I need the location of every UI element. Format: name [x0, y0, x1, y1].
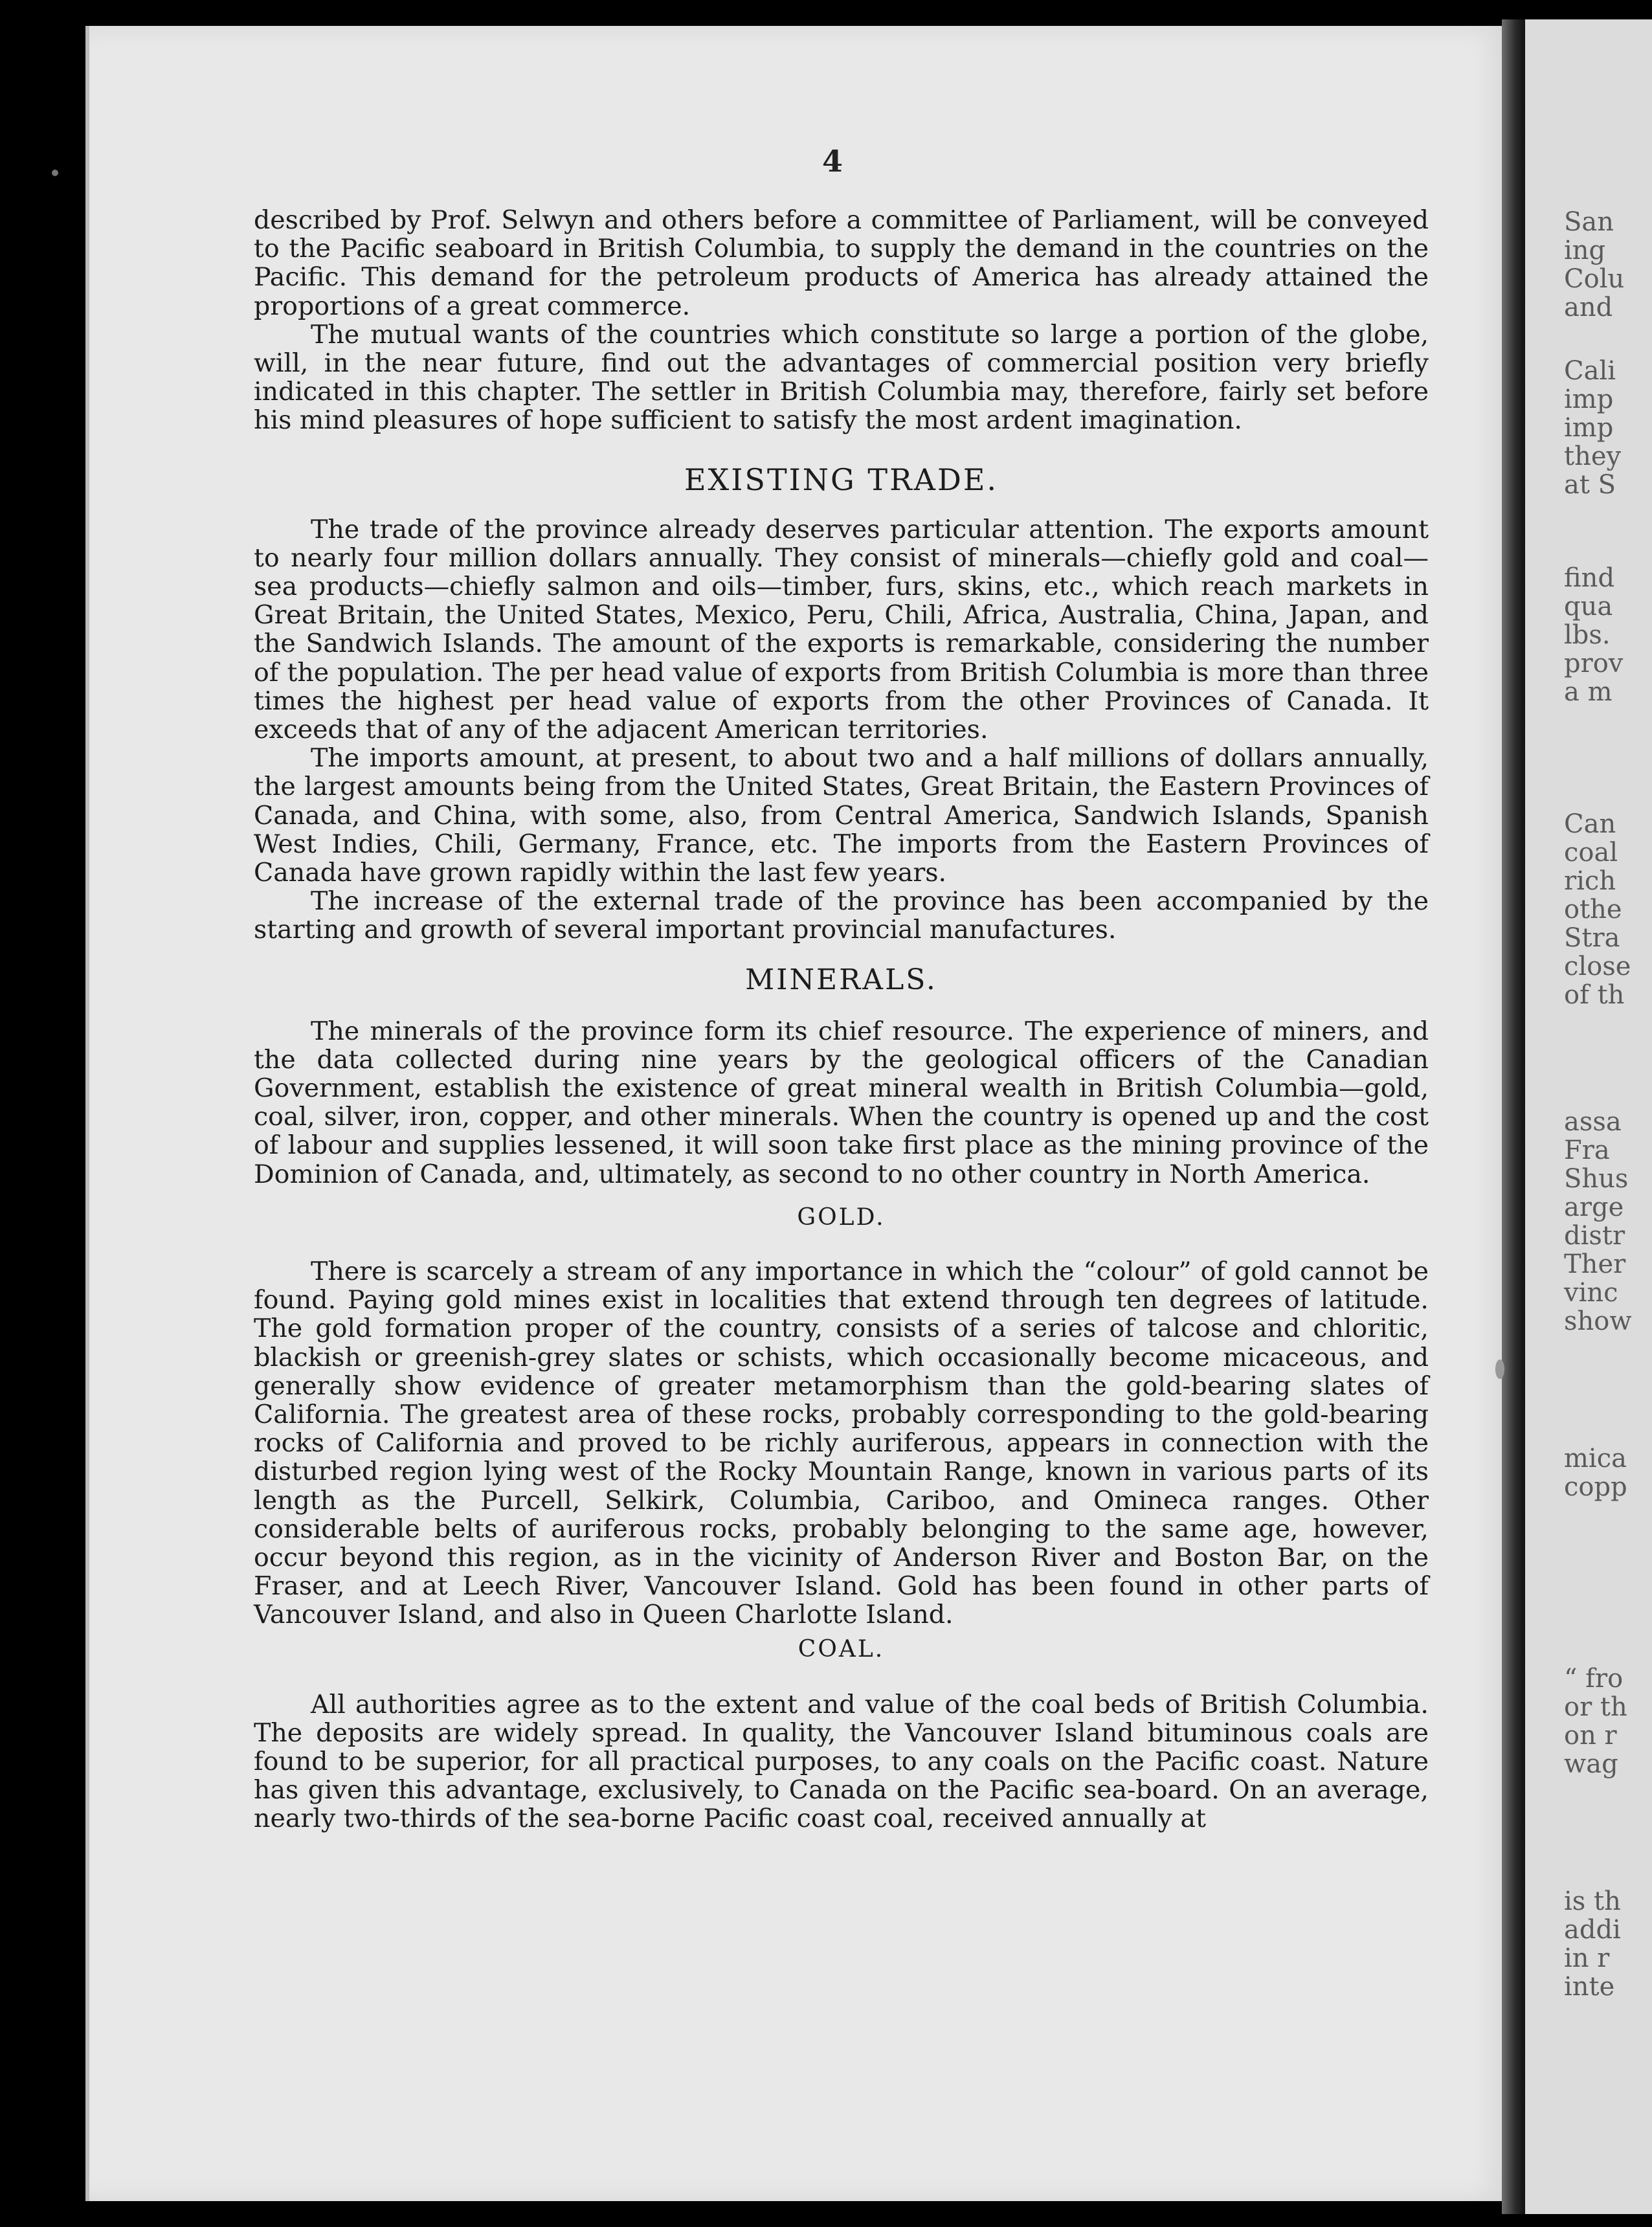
adjacent-fragment: rich	[1564, 866, 1616, 896]
adjacent-fragment: arge	[1564, 1192, 1624, 1222]
adjacent-fragment: Cali	[1564, 356, 1616, 386]
adjacent-fragment: qua	[1564, 592, 1613, 621]
adjacent-fragment: prov	[1564, 649, 1624, 678]
adjacent-fragment: ing	[1564, 236, 1606, 265]
adjacent-fragment: coal	[1564, 838, 1618, 867]
adjacent-fragment: distr	[1564, 1221, 1625, 1251]
section-heading-minerals: MINERALS.	[745, 963, 937, 996]
trade-paragraph: The trade of the province already deserves particular attention. The exports amount to nearly four million dollars annually. They consist of minerals—chiefly gold and coal—sea products—chiefly salmon and oils—timber, furs, skins, etc., which reach markets in Great Britain, the United States, Mexico, Peru, Chili, Africa, Australia, China, Japan, and the Sandwich Islands. The amount of the exports is remarkable, considering the number of the population. The per head value of exports from British Columbia is more than three times the highest per head value of exports from the other Provinces of Canada. It exceeds that of any of the adjacent American territories.	[254, 514, 1429, 745]
adjacent-fragment: Colu	[1564, 264, 1625, 294]
adjacent-fragment: is th	[1564, 1886, 1621, 1916]
adjacent-fragment: copp	[1564, 1472, 1627, 1502]
scan-speck	[1495, 1360, 1504, 1379]
adjacent-fragment: at S	[1564, 470, 1616, 500]
adjacent-fragment: show	[1564, 1306, 1632, 1336]
page-number: 4	[822, 144, 843, 179]
book-gutter-shadow	[1502, 19, 1525, 2214]
adjacent-fragment: a m	[1564, 677, 1613, 707]
adjacent-page-edge	[1525, 19, 1652, 2214]
adjacent-fragment: lbs.	[1564, 620, 1611, 650]
trade-paragraph: The increase of the external trade of the province has been accompanied by the starting and growth of several important provincial manufactures.	[254, 886, 1429, 945]
adjacent-fragment: San	[1564, 207, 1614, 237]
adjacent-fragment: imp	[1564, 385, 1614, 414]
body-text	[254, 206, 1429, 1833]
adjacent-fragment: Shus	[1564, 1164, 1629, 1194]
adjacent-fragment: mica	[1564, 1444, 1627, 1473]
adjacent-fragment: close	[1564, 952, 1631, 981]
adjacent-fragment: Ther	[1564, 1249, 1626, 1279]
adjacent-fragment: of th	[1564, 980, 1625, 1010]
adjacent-fragment: assa	[1564, 1107, 1622, 1137]
section-heading-gold: GOLD.	[797, 1203, 886, 1231]
section-heading-existing-trade: EXISTING TRADE.	[684, 462, 999, 497]
section-heading-coal: COAL.	[798, 1635, 885, 1662]
adjacent-fragment: Can	[1564, 809, 1616, 839]
adjacent-fragment: they	[1564, 442, 1622, 471]
scan-speck	[52, 170, 58, 176]
adjacent-fragment: addi	[1564, 1915, 1621, 1945]
adjacent-fragment: in r	[1564, 1943, 1610, 1973]
adjacent-fragment: othe	[1564, 895, 1622, 924]
adjacent-fragment: Fra	[1564, 1136, 1610, 1165]
adjacent-fragment: wag	[1564, 1749, 1618, 1779]
trade-paragraph: The imports amount, at present, to about two and a half millions of dollars annually, the largest amounts being from the United States, Great Britain, the Eastern Provinces of Canada, and China, with some, also, from Central America, Sandwich Islands, Spanish West Indies, Chili, Germany, France, etc. The imports from the Eastern Provinces of Canada have grown rapidly within the last few years.	[254, 743, 1429, 888]
minerals-paragraph: The minerals of the province form its chief resource. The experience of miners, and the data collected during nine years by the geological officers of the Canadian Government, establish the existence of great mineral wealth in British Columbia—gold, coal, silver, iron, copper, and other minerals. When the country is opened up and the cost of labour and supplies lessened, it will soon take first place as the mining province of the Dominion of Canada, and, ultimately, as second to no other country in North America.	[254, 1016, 1429, 1189]
adjacent-fragment: Stra	[1564, 923, 1620, 953]
adjacent-fragment: and	[1564, 293, 1613, 322]
adjacent-fragment: find	[1564, 563, 1615, 593]
adjacent-fragment: or th	[1564, 1692, 1627, 1722]
intro-paragraph: described by Prof. Selwyn and others before a committee of Parliament, will be conveyed to the Pacific seaboard in British Columbia, to supply the demand in the countries on the Pacific. This demand for the petroleum products of America has already attained the proportions of a great commerce.	[254, 205, 1429, 321]
adjacent-fragment: on r	[1564, 1721, 1617, 1751]
adjacent-fragment: vinc	[1564, 1278, 1618, 1308]
adjacent-fragment: imp	[1564, 413, 1614, 443]
adjacent-fragment: inte	[1564, 1972, 1615, 2002]
intro-paragraph: The mutual wants of the countries which constitute so large a portion of the globe, will, in the near future, find out the advantages of commercial position very briefly indicated in this chapter. The settler in British Columbia may, therefore, fairly set before his mind pleasures of hope sufficient to satisfy the most ardent imagination.	[254, 319, 1429, 436]
gold-paragraph: There is scarcely a stream of any importance in which the “colour” of gold cannot be found. Paying gold mines exist in localities that extend through ten degrees of latitude. The gold formation proper of the country, consists of a series of talcose and chloritic, blackish or greenish-grey slates or schists, which occasionally become micaceous, and generally show evidence of greater metamorphism than the gold-bearing slates of California. The greatest area of these rocks, probably corresponding to the gold-bearing rocks of California and proved to be richly auriferous, appears in connection with the disturbed region lying west of the Rocky Mountain Range, known in various parts of its length as the Purcell, Selkirk, Columbia, Cariboo, and Omineca ranges. Other considerable belts of auriferous rocks, probably belonging to the same age, however, occur beyond this region, as in the vicinity of Anderson River and Boston Bar, on the Fraser, and at Leech River, Vancouver Island. Gold has been found in other parts of Vancouver Island, and also in Queen Charlotte Island.	[254, 1256, 1429, 1630]
coal-paragraph: All authorities agree as to the extent and value of the coal beds of British Columbia. The deposits are widely spread. In quality, the Vancouver Island bituminous coals are found to be superior, for all practical purposes, to any coals on the Pacific coast. Nature has given this advantage, exclusively, to Canada on the Pacific sea-board. On an average, nearly two-thirds of the sea-borne Pacific coast coal, received annually at	[254, 1689, 1429, 1834]
adjacent-fragment: “ fro	[1564, 1664, 1624, 1694]
